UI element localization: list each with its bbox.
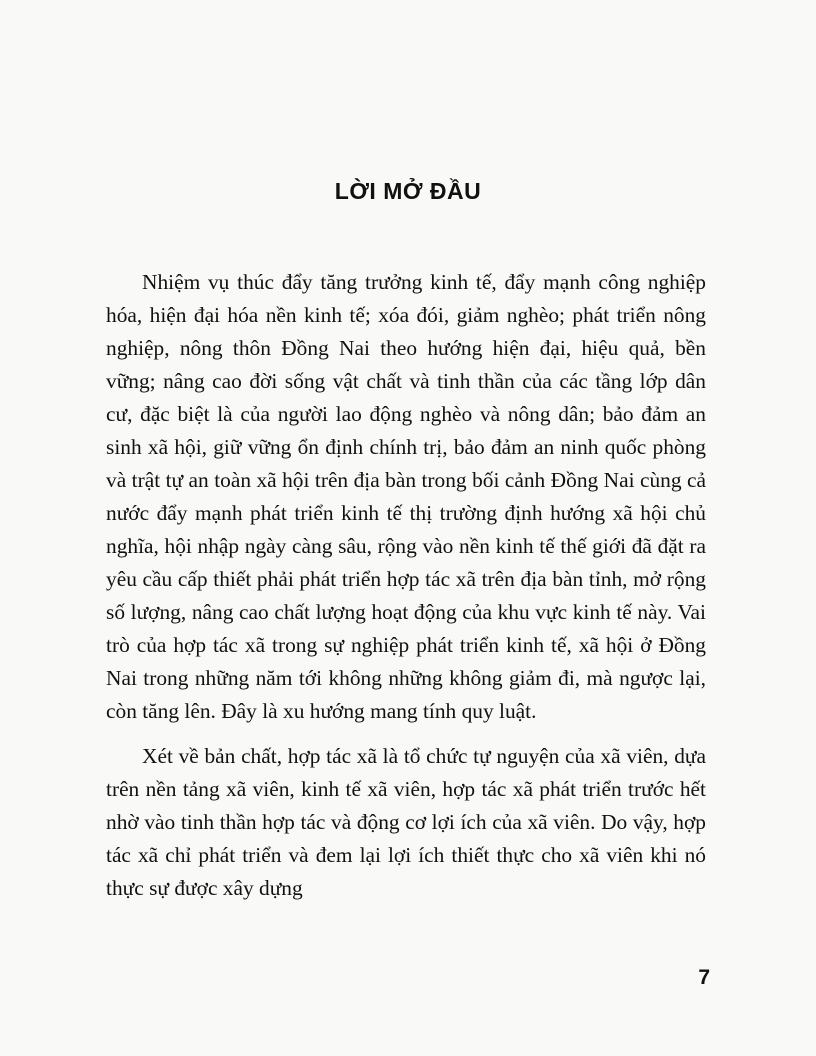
paragraph-2: Xét về bản chất, hợp tác xã là tổ chức tự nguyện của xã viên, dựa trên nền tảng xã viên, kinh tế xã viên, hợp tác xã phát triển trước hết nhờ vào tinh thần hợp tác và động cơ lợi ích của xã viên. Do vậy, hợp tác xã chỉ phát triển và đem lại lợi ích thiết thực cho xã viên khi nó thực sự được xây dựng — [106, 744, 706, 900]
page-number: 7 — [698, 966, 710, 989]
paragraph-1: Nhiệm vụ thúc đẩy tăng trưởng kinh tế, đẩy mạnh công nghiệp hóa, hiện đại hóa nền kinh tế; xóa đói, giảm nghèo; phát triển nông nghiệp, nông thôn Đồng Nai theo hướng hiện đại, hiệu quả, bền vững; nâng cao đời sống vật chất và tinh thần của các tầng lớp dân cư, đặc biệt là của người lao động nghèo và nông dân; bảo đảm an sinh xã hội, giữ vững ổn định chính trị, bảo đảm an ninh quốc phòng và trật tự an toàn xã hội trên địa bàn trong bối cảnh Đồng Nai cùng cả nước đẩy mạnh phát triển kinh tế thị trường định hướng xã hội chủ nghĩa, hội nhập ngày càng sâu, rộng vào nền kinh tế thế giới đã đặt ra yêu cầu cấp thiết phải phát triển hợp tác xã trên địa bàn tỉnh, mở rộng số lượng, nâng cao chất lượng hoạt động của khu vực kinh tế này. Vai trò của hợp tác xã trong sự nghiệp phát triển kinh tế, xã hội ở Đồng Nai trong những năm tới không những không giảm đi, mà ngược lại, còn tăng lên. Đây là xu hướng mang tính quy luật. — [106, 270, 706, 723]
body-text — [106, 266, 706, 905]
page-title: LỜI MỞ ĐẦU — [334, 178, 482, 204]
